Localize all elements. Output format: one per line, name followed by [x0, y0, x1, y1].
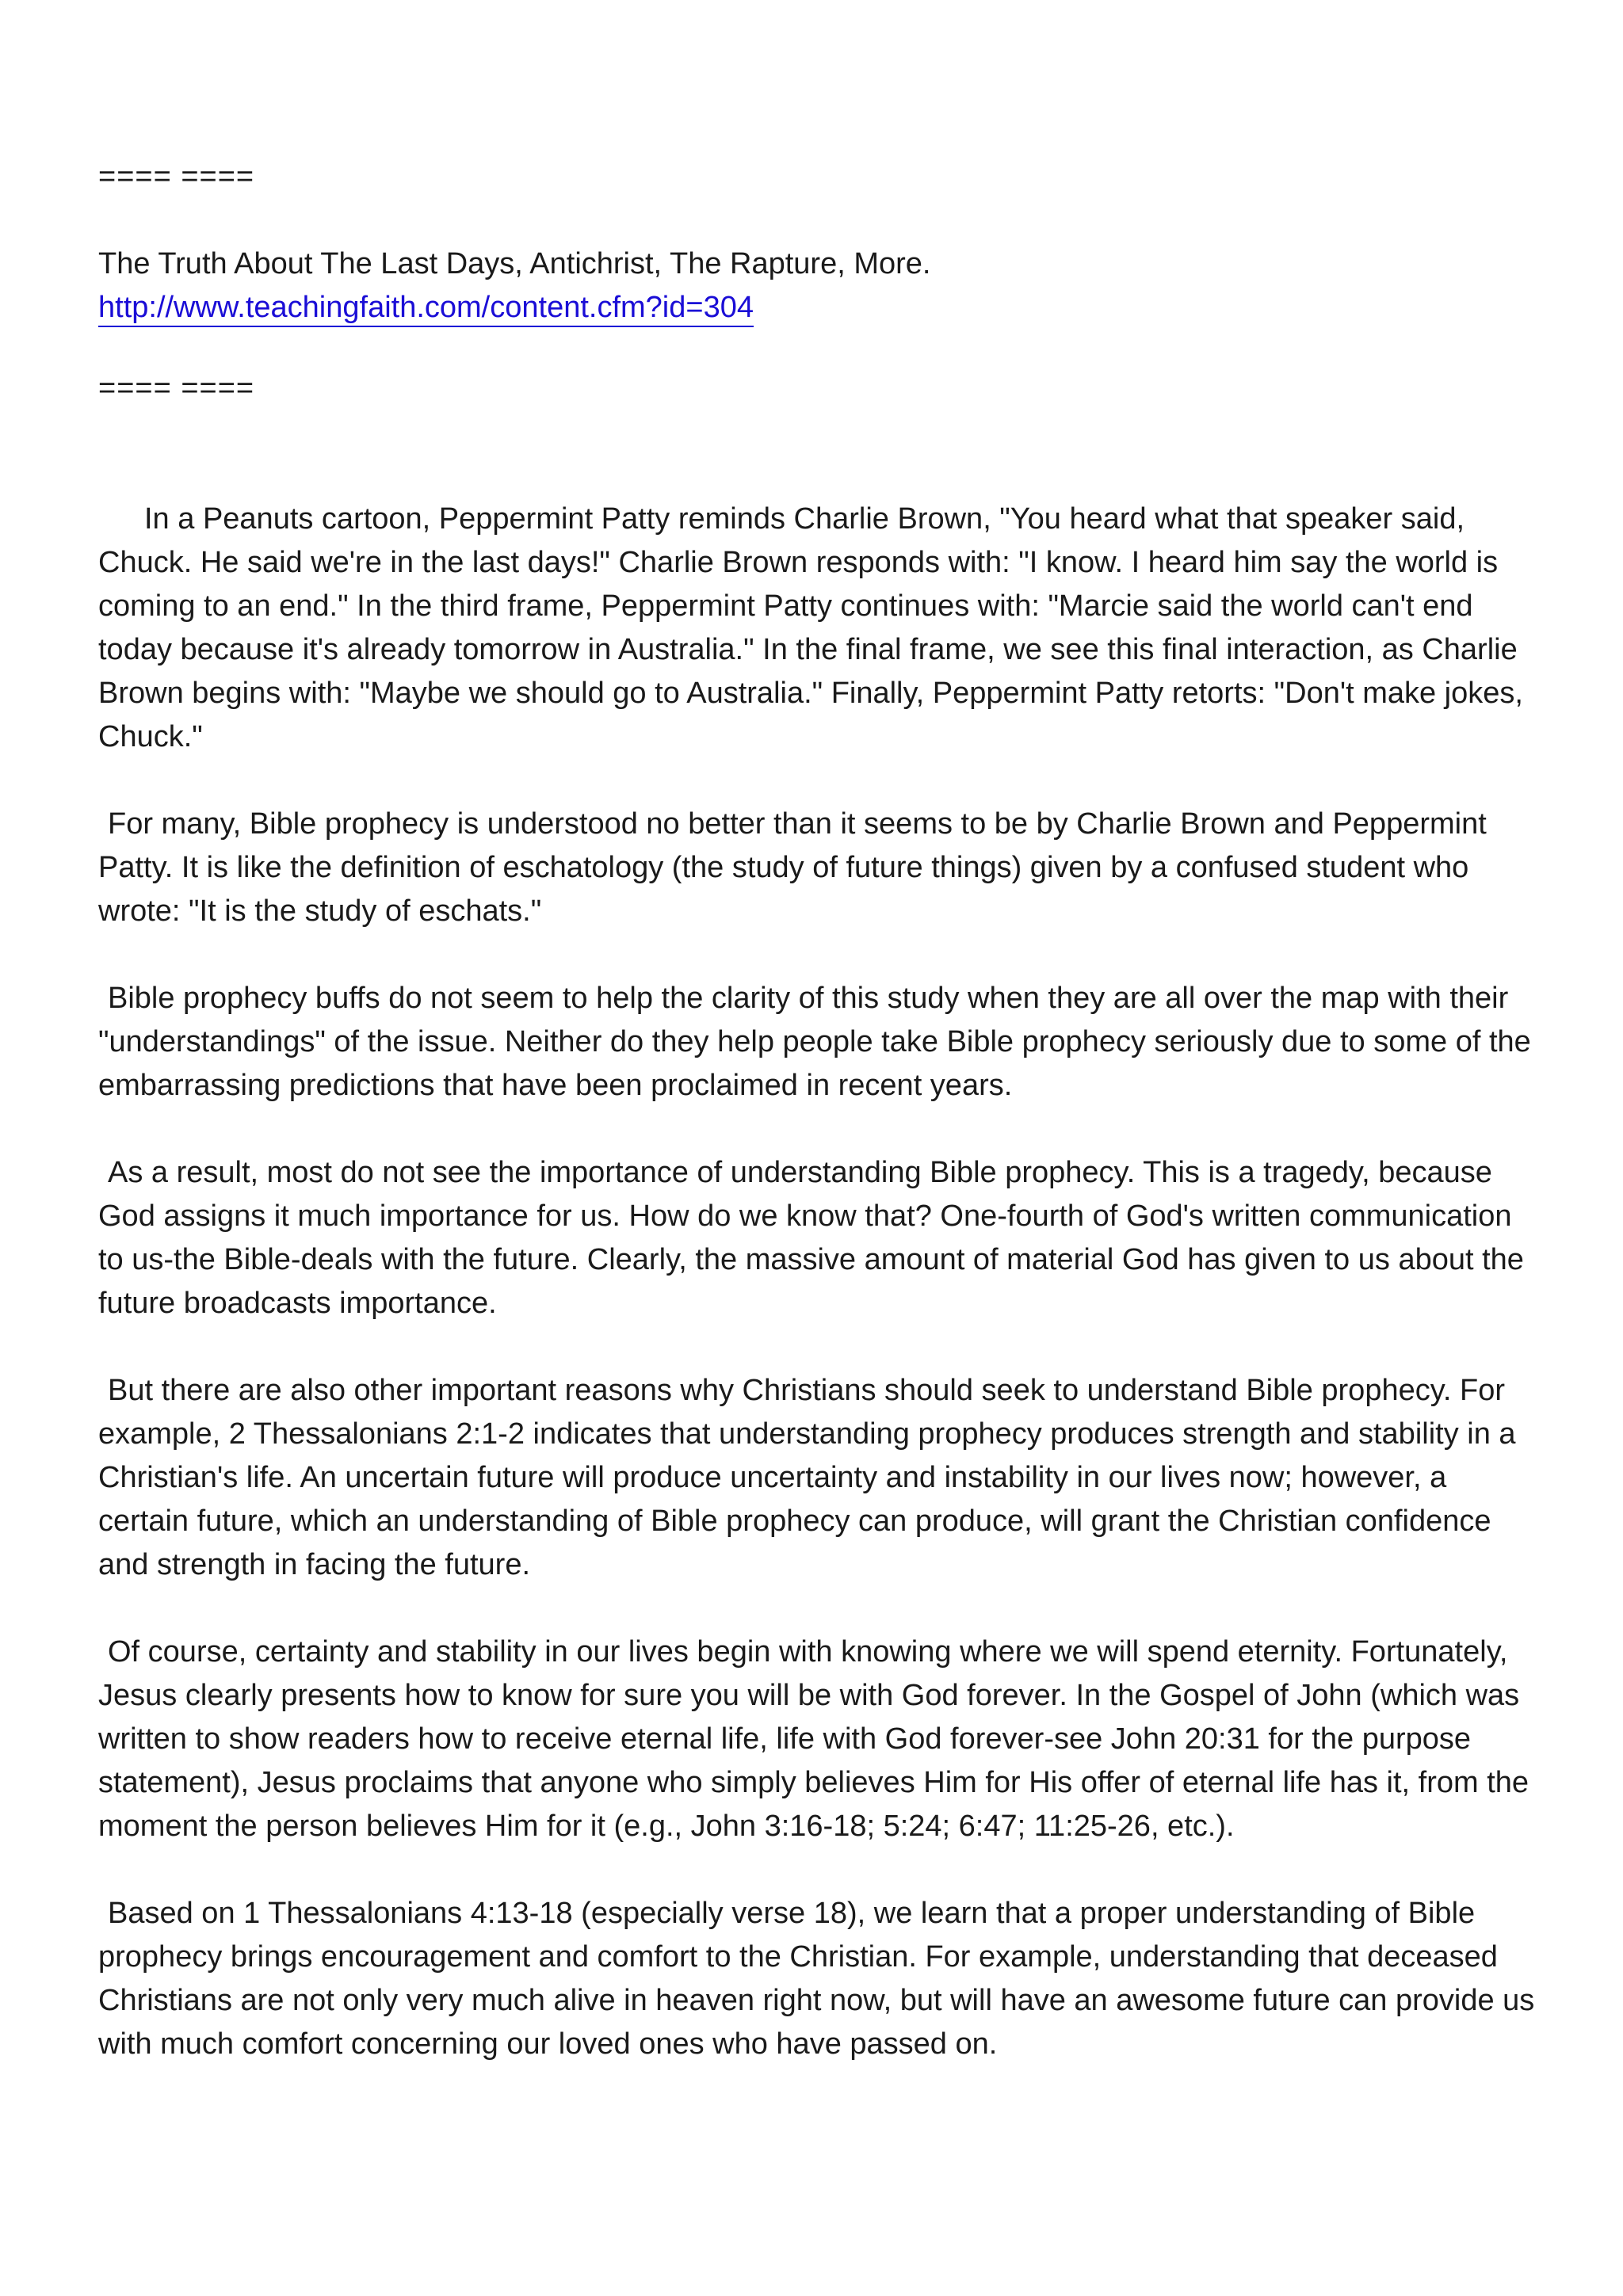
- article-body: [98, 498, 1541, 2066]
- paragraph: But there are also other important reasons why Christians should seek to understand Bible prophecy. For example, 2 Thessalonians 2:1-2 indicates that understanding prophecy produces strength and stability in a Christian's life. An uncertain future will produce uncertainty and instability in our lives now; however, a certain future, which an understanding of Bible prophecy can produce, will grant the Christian confidence and strength in facing the future.: [98, 1374, 1516, 1581]
- article-title: The Truth About The Last Days, Antichrist, The Rapture, More.: [98, 247, 931, 280]
- paragraph: As a result, most do not see the importance of understanding Bible prophecy. This is a tragedy, because God assigns it much importance for us. How do we know that? One-fourth of God's written communication to us-the Bible-deals with the future. Clearly, the massive amount of material God has given to us about the future broadcasts importance.: [98, 1156, 1524, 1320]
- spacer: [98, 410, 1541, 498]
- separator-top: ==== ====: [98, 160, 255, 193]
- spacer: [98, 199, 1541, 242]
- paragraph: Based on 1 Thessalonians 4:13-18 (especially verse 18), we learn that a proper understanding of Bible prophecy brings encouragement and comfort to the Christian. For example, understanding that deceased Christians are not only very much alive in heaven right now, but will have an awesome future can provide us with much comfort concerning our loved ones who have passed on.: [98, 1897, 1535, 2061]
- paragraph: In a Peanuts cartoon, Peppermint Patty reminds Charlie Brown, "You heard what that speaker said, Chuck. He said we're in the last days!" Charlie Brown responds with: "I know. I heard him say the world is coming to an end." In the third frame, Peppermint Patty continues with: "Marcie said the world can't end today because it's already tomorrow in Australia." In the final frame, we see this final interaction, as Charlie Brown begins with: "Maybe we should go to Australia." Finally, Peppermint Patty retorts: "Don't make jokes, Chuck.": [98, 502, 1523, 753]
- source-link[interactable]: http://www.teachingfaith.com/content.cfm?id=304: [98, 289, 754, 327]
- paragraph: For many, Bible prophecy is understood no better than it seems to be by Charlie Brown and Peppermint Patty. It is like the definition of eschatology (the study of future things) given by a confused student who wrote: "It is the study of eschats.": [98, 807, 1487, 928]
- separator-bottom: ==== ====: [98, 372, 255, 405]
- paragraph: Bible prophecy buffs do not seem to help the clarity of this study when they are all over the map with their "understandings" of the issue. Neither do they help people take Bible prophecy seriously due to some of the embarrassing predictions that have been proclaimed in recent years.: [98, 982, 1531, 1102]
- document-page: [98, 155, 1541, 2066]
- spacer: [98, 330, 1541, 367]
- paragraph: Of course, certainty and stability in our lives begin with knowing where we will spend eternity. Fortunately, Jesus clearly presents how to know for sure you will be with God forever. In the Gospel of John (which was written to show readers how to receive eternal life, life with God forever-see John 20:31 for the purpose statement), Jesus proclaims that anyone who simply believes Him for His offer of eternal life has it, from the moment the person believes Him for it (e.g., John 3:16-18; 5:24; 6:47; 11:25-26, etc.).: [98, 1635, 1529, 1843]
